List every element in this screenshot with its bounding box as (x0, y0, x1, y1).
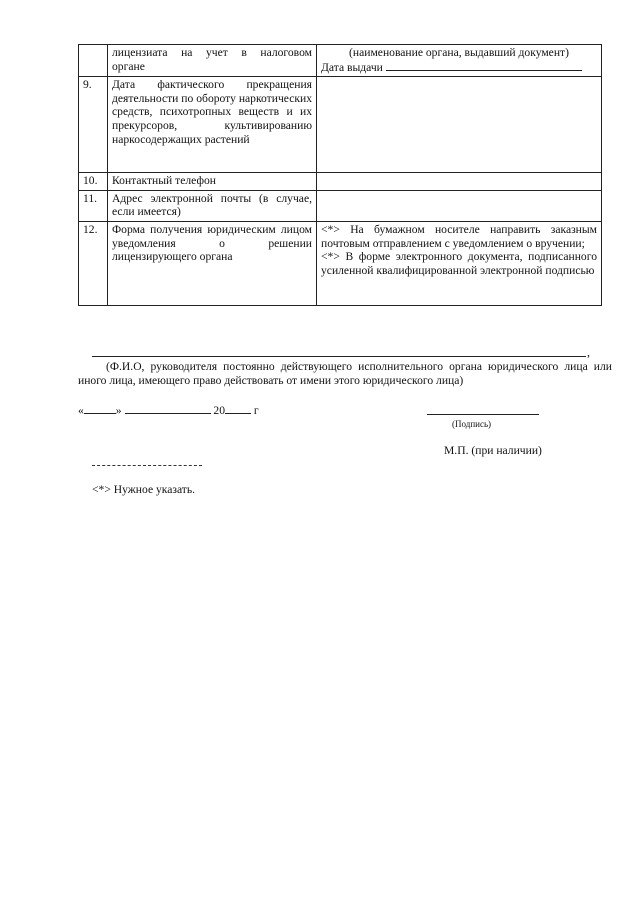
row-value-cell (317, 45, 602, 77)
table-row (79, 45, 602, 77)
year-blank[interactable] (225, 403, 251, 414)
quote-close: » (115, 404, 122, 417)
issuer-caption: (наименование органа, выдавший документ) (349, 46, 569, 59)
option-paper[interactable]: <*> На бумажном носителе направить заказным почтовым отправлением с уведомлением о вручении; (321, 222, 597, 250)
row-number: 12. (79, 221, 108, 305)
table-row (79, 221, 602, 305)
row-value-field[interactable] (317, 77, 602, 173)
quote-open: « (78, 404, 84, 417)
application-form-table (78, 44, 602, 306)
option-electronic[interactable]: <*> В форме электронного документа, подписанного усиленной квалифицированной электронной подписью (321, 250, 597, 277)
month-blank[interactable] (125, 403, 211, 414)
footnote-text: <*> Нужное указать. (92, 483, 196, 496)
date-row (78, 403, 259, 417)
year-suffix: г (253, 404, 259, 417)
row-number-cell (79, 45, 108, 77)
row-value-field[interactable] (317, 173, 602, 191)
row-label: Адрес электронной почты (в случае, если имеется) (108, 190, 317, 221)
row-number: 11. (79, 190, 108, 221)
fio-underline[interactable] (92, 346, 586, 357)
row-number: 10. (79, 173, 108, 191)
row-value-field[interactable] (317, 190, 602, 221)
fio-caption: (Ф.И.О, руководителя постоянно действующего исполнительного органа юридического лица или иного лица, имеющего право действовать от имени этого юридического лица) (78, 360, 612, 387)
row-label: Форма получения юридическим лицом уведомления о решении лицензирующего органа (108, 221, 317, 305)
stamp-note: М.П. (при наличии) (444, 444, 542, 457)
row-label: Контактный телефон (108, 173, 317, 191)
table-row (79, 173, 602, 191)
row-label: Дата фактического прекращения деятельности по обороту наркотических средств, психотропных веществ и их прекурсоров, культивированию наркосодержащих растений (108, 77, 317, 173)
signature-line[interactable] (427, 404, 539, 415)
row-label-line: лицензиата на учет в налоговом (112, 46, 312, 59)
issue-date-label: Дата выдачи (321, 60, 383, 74)
signature-caption: (Подпись) (452, 419, 492, 429)
table-row (79, 190, 602, 221)
footnote-divider (92, 459, 202, 466)
row-label-line: органе (112, 59, 145, 73)
issue-date-blank (386, 60, 582, 71)
fio-comma: , (587, 345, 590, 359)
year-prefix: 20 (213, 404, 225, 417)
row-value-cell (317, 221, 602, 305)
row-label-cell (108, 45, 317, 77)
day-blank[interactable] (84, 403, 116, 414)
row-number: 9. (79, 77, 108, 173)
issue-date-field[interactable] (321, 60, 597, 75)
table-row (79, 77, 602, 173)
